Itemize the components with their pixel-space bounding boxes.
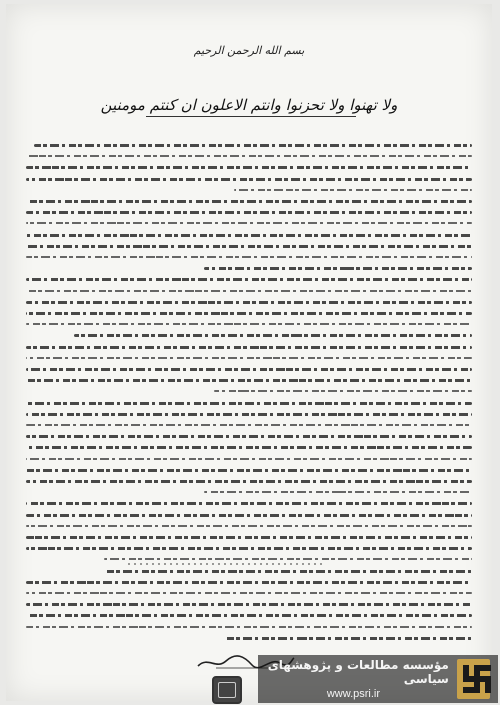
- text-line: [26, 379, 472, 382]
- text-line: [26, 435, 472, 438]
- text-line: [26, 222, 472, 224]
- text-line: [234, 189, 472, 191]
- text-line: [26, 155, 472, 157]
- text-line: [26, 626, 472, 628]
- text-line: [26, 200, 472, 203]
- text-line: [26, 346, 472, 349]
- text-line: [26, 301, 472, 304]
- seal-stamp: [212, 676, 242, 704]
- text-line: [26, 312, 472, 315]
- text-line: [26, 536, 472, 539]
- text-line: [26, 514, 472, 517]
- swastika-logo-icon: [457, 659, 490, 699]
- text-line: [26, 525, 472, 527]
- text-line: [26, 256, 472, 258]
- text-line: [26, 245, 472, 248]
- text-line: [204, 267, 472, 270]
- text-line: [26, 278, 472, 281]
- watermark-url: www.psri.ir: [326, 688, 381, 700]
- text-line: [26, 581, 472, 584]
- text-line: [26, 402, 472, 405]
- text-line: [26, 166, 472, 169]
- text-line: [26, 368, 472, 371]
- text-line: [26, 469, 472, 472]
- text-line: [26, 211, 472, 214]
- text-line: [26, 413, 472, 416]
- text-line: [224, 637, 472, 640]
- text-line: [26, 323, 472, 325]
- text-line: [26, 290, 472, 292]
- text-line: [26, 592, 472, 594]
- text-line: [104, 570, 472, 573]
- watermark-title: مؤسسه مطالعات و پژوهشهای سیاسی: [267, 658, 449, 686]
- text-line: [26, 480, 472, 483]
- bismillah-heading: بسم الله الرحمن الرحيم: [193, 44, 305, 57]
- text-line: [74, 334, 472, 337]
- text-line: [26, 502, 472, 505]
- verse-underline: [146, 116, 356, 117]
- quran-verse-heading: ولا تهنوا ولا تحزنوا وانتم الاعلون ان كنتم مومنين: [100, 96, 398, 114]
- text-line: [26, 458, 472, 460]
- text-line: [26, 603, 472, 606]
- text-line: [34, 144, 472, 147]
- text-line: [26, 614, 472, 617]
- text-line: [204, 491, 472, 493]
- text-line: [214, 390, 472, 392]
- text-line: [26, 547, 472, 550]
- document-page: [6, 4, 492, 701]
- dotted-separator: [126, 560, 326, 568]
- watermark-banner: [258, 655, 498, 703]
- text-line: [26, 234, 472, 237]
- text-line: [26, 178, 472, 181]
- text-line: [26, 424, 472, 426]
- text-line: [26, 446, 472, 449]
- text-line: [26, 357, 472, 359]
